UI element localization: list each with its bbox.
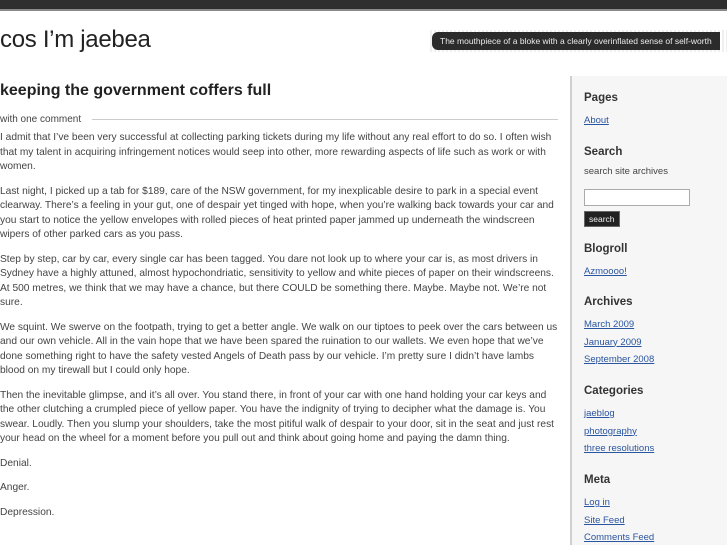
categories-widget [584,385,654,458]
main-content [0,82,560,530]
post-paragraph: Last night, I picked up a tab for $189, care of the NSW government, for my inexplicable desire to park in a special event clearway. There’s a feeling in your gut, one of despair yet tinged with hope, when you’re walking back towards your car and you start to notice the yellow envelopes with rolled pieces of heat printed paper jammed up underneath the windscreen wipers of other parked cars as you pass. [0,185,554,240]
post-paragraph: I admit that I’ve been very successful at collecting parking tickets during my life without any real effort to do so. I often wish that my talent in acquiring infringement notices would seep into other, more rewarding aspects of life such as work or with women. [0,132,552,172]
post-paragraph: Denial. [0,457,32,469]
archives-widget [584,296,654,369]
archive-link[interactable]: September 2008 [584,354,655,365]
site-tagline: The mouthpiece of a bloke with a clearly overinflated sense of self-worth [432,32,720,50]
category-link[interactable]: three resolutions [584,443,655,454]
search-input[interactable] [584,189,690,206]
post-body [0,131,560,520]
archive-link[interactable]: March 2009 [584,319,635,330]
post-title[interactable]: keeping the government coffers full [0,82,272,99]
comments-link[interactable]: with one comment [0,114,85,125]
site-title[interactable]: cos I’m jaebea [0,26,151,53]
search-button[interactable]: search [584,211,620,227]
meta-link-comments-feed[interactable]: Comments Feed [584,532,655,543]
widget-heading-meta: Meta [584,474,611,486]
widget-heading-pages: Pages [584,92,618,104]
blogroll-widget [584,243,627,281]
page-link-about[interactable]: About [584,115,609,126]
post-meta [0,109,560,123]
widget-heading-search: Search [584,146,623,158]
widget-heading-archives: Archives [584,296,633,308]
blogroll-link[interactable]: Azmoooo! [584,266,627,277]
post-paragraph: Depression. [0,506,55,518]
category-link[interactable]: photography [584,425,637,437]
meta-link-login[interactable]: Log in [584,497,610,508]
archive-link[interactable]: January 2009 [584,336,642,348]
post-paragraph: Step by step, car by car, every single car has been tagged. You dare not look up to where your car is, as most drivers in Sydney have a highly attuned, almost hypochondriatic, sensitivity to yellow and white pieces of paper on their windscreens. At 500 metres, we think that we may have a chance, but there COULD be something there. Maybe. Maybe not. We’re not sure. [0,253,554,308]
search-label: search site archives [584,166,668,177]
category-link[interactable]: jaeblog [584,408,615,419]
post-paragraph: Then the inevitable glimpse, and it’s all over. You stand there, in front of your car with one hand holding your car keys and the other clutching a crumpled piece of yellow paper. You have the indignity of trying to decipher what the damage is. You swear. Loudly. Then you slump your shoulders, take the most pitiful walk of despair to your door, sit in the seat and just rest your head on the wheel for a moment before you pull out and think about going home and paying the damn thing. [0,389,554,444]
meta-link-site-feed[interactable]: Site Feed [584,514,625,526]
widget-heading-categories: Categories [584,385,644,397]
pages-widget [584,92,618,130]
divider [92,119,558,120]
sidebar [570,76,727,545]
meta-widget [584,474,654,547]
post-paragraph: We squint. We swerve on the footpath, trying to get a better angle. We walk on our tiptoes to peek over the cars between us and our own vehicle. All in the vain hope that we have been spared the ruination to our wallets. We even hope that we’ve done something right to have the safety vested Angels of Death pass by our vehicle. I’m pretty sure I didn’t have lambs blood on my tirewall but I could only hope. [0,321,558,376]
search-widget [584,146,690,227]
post-paragraph: Anger. [0,482,30,493]
top-bar [0,0,727,11]
widget-heading-blogroll: Blogroll [584,243,628,255]
